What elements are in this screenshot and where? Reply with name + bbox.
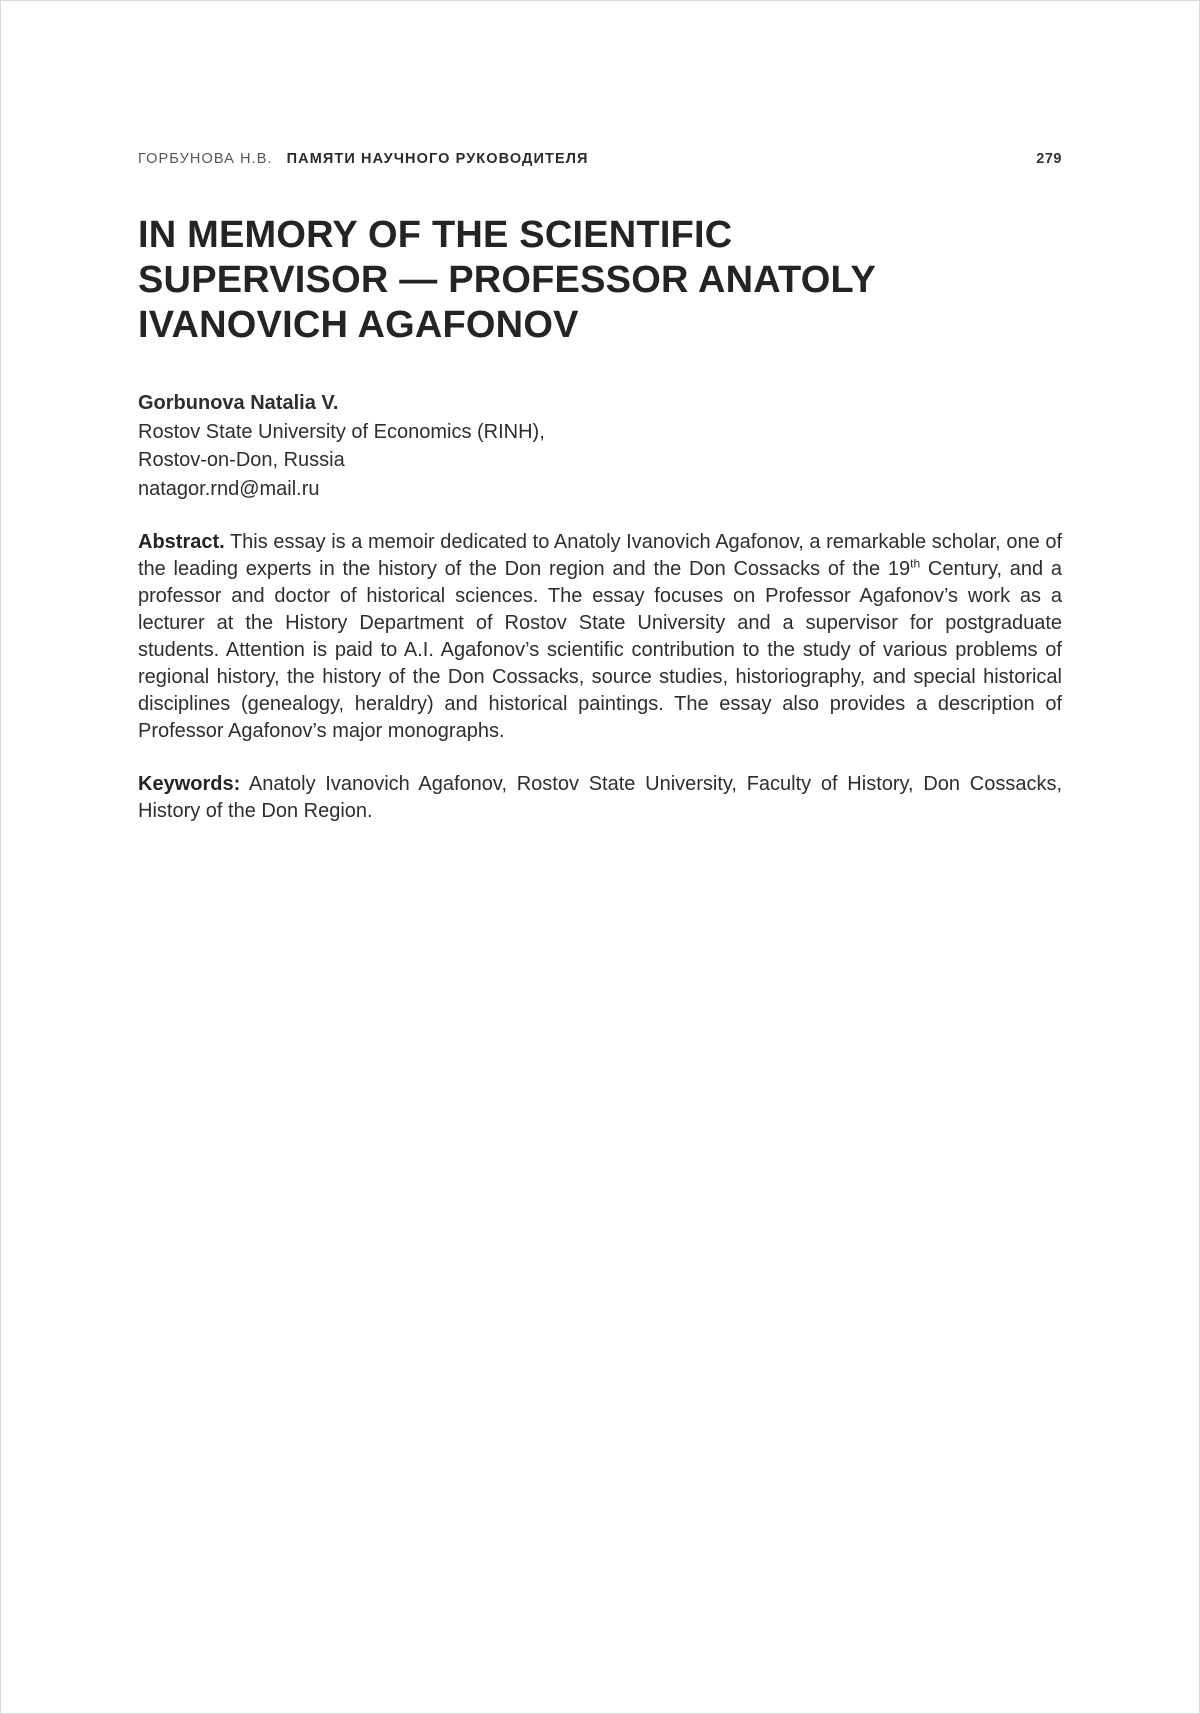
abstract-label: Abstract. [138, 531, 225, 554]
author-affiliation: Rostov State University of Economics (RINH), [138, 420, 545, 443]
abstract-text-after-superscript: Century, and a professor and doctor of historical sciences. The essay focuses on Professor Agafonov’s work as a lecturer at the History Department of Rostov State University and a supervisor for postgraduate students. Attention is paid to A.I. Agafonov’s scientific contribution to the study of various problems of regional history, the history of the Don Cossacks, source studies, historiography, and special historical disciplines (genealogy, heraldry) and historical paintings. The essay also provides a description of Professor Agafonov’s major monographs. [138, 558, 1063, 743]
author-block [138, 389, 1062, 503]
running-head [138, 151, 1062, 167]
article-title: IN MEMORY OF THE SCIENTIFIC SUPERVISOR — PROFESSOR ANATOLY IVANOVICH AGAFONOV [138, 214, 876, 346]
running-head-author: ГОРБУНОВА Н.В. [138, 151, 273, 167]
keywords-paragraph [138, 771, 1062, 825]
abstract-text-before-superscript: This essay is a memoir dedicated to Anatoly Ivanovich Agafonov, a remarkable scholar, one of the leading experts in the history of the Don region and the Don Cossacks of the 19 [138, 531, 1062, 581]
running-head-left [138, 151, 589, 167]
author-city: Rostov-on-Don, Russia [138, 449, 345, 472]
running-head-title: ПАМЯТИ НАУЧНОГО РУКОВОДИТЕЛЯ [286, 151, 589, 167]
author-name: Gorbunova Natalia V. [138, 392, 339, 415]
keywords-label: Keywords: [138, 773, 241, 796]
keywords-text: Anatoly Ivanovich Agafonov, Rostov State University, Faculty of History, Don Cossacks, History of the Don Region. [138, 773, 1062, 823]
author-email: natagor.rnd@mail.ru [138, 477, 320, 500]
page-number: 279 [1036, 151, 1062, 167]
abstract-paragraph [138, 529, 1062, 745]
ordinal-superscript: th [910, 556, 921, 571]
